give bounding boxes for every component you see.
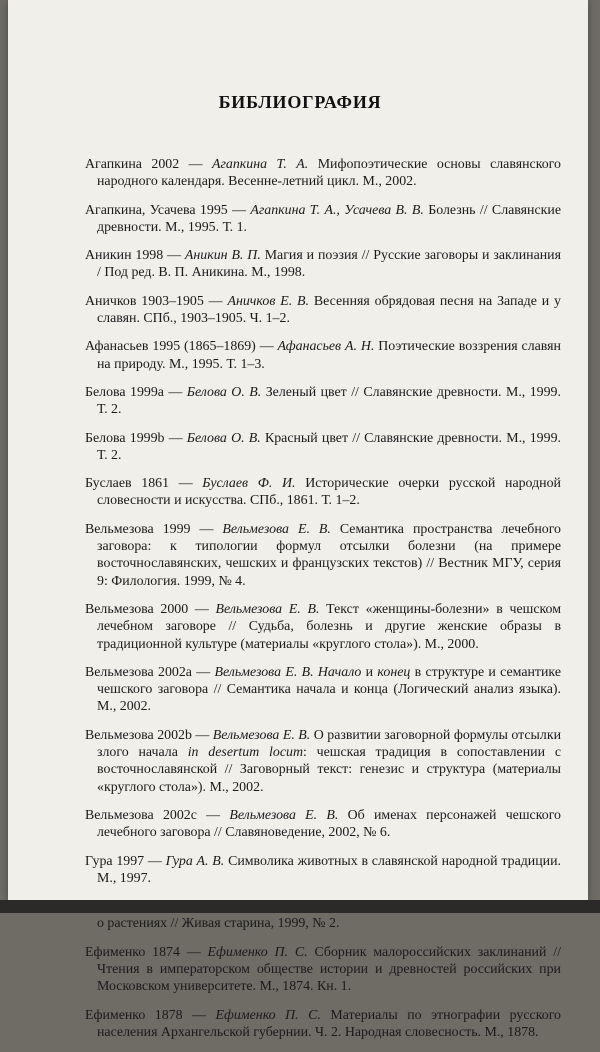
bib-entry: Вельмезова 2000 — Вельмезова Е. В. Текст «женщины-болезни» в чешском лечебном заговоре // Судьба, болезнь и другие женские образы в традиционной культуре (материалы «круглого стола»). М., 2000. (85, 601, 561, 652)
bib-entry: Вельмезова 2002a — Вельмезова Е. В. Начало и конец в структуре и семантике чешского заговора // Семантика начала и конца (Логический анализ языка). М., 2002. (85, 664, 561, 715)
bib-entry: о растениях // Живая старина, 1999, № 2. (97, 916, 340, 932)
bib-entry: Агапкина, Усачева 1995 — Агапкина Т. А., Усачева В. В. Болезнь // Славянские древности. М., 1995. Т. 1. (85, 202, 561, 235)
bib-entry: Белова 1999a — Белова О. В. Зеленый цвет // Славянские древности. М., 1999. Т. 2. (85, 384, 561, 418)
bib-entry: Вельмезова 2002c — Вельмезова Е. В. Об именах персонажей чешского лечебного заговора // Славяноведение, 2002, № 6. (85, 807, 561, 841)
bib-entry: Гура 1997 — Гура А. В. Символика животных в славянской народной традиции. М., 1997. (85, 853, 562, 886)
bib-entry: Аникин 1998 — Аникин В. П. Магия и поэзия // Русские заговоры и заклинания / Под ред. В. П. Аникина. М., 1998. (85, 248, 562, 281)
bib-entry: Вельмезова 1999 — Вельмезова Е. В. Семантика пространства лечебного заговора: к типологии формул отсылки болезни (на примере восточнославянских, чешских и французских текстов) // Вестник МГУ, серия 9: Филология. 1999, № 4. (85, 521, 562, 589)
bib-entry: Афанасьев 1995 (1865–1869) — Афанасьев А. Н. Поэтические воззрения славян на природу. М., 1995. Т. 1–3. (85, 339, 561, 372)
scan-edge (0, 900, 600, 913)
bib-entry: Буслаев 1861 — Буслаев Ф. И. Исторические очерки русской народной словесности и искусства. СПб., 1861. Т. 1–2. (85, 476, 561, 509)
bib-entry: Вельмезова 2002b — Вельмезова Е. В. О развитии заговорной формулы отсылки злого начала in desertum locum: чешская традиция в сопоставлении с восточнославянской // Заговорный текст: генезис и структура (материалы «круглого стола»). М., 2002. (85, 727, 562, 795)
bib-entry: Ефименко 1878 — Ефименко П. С. Материалы по этнографии русского населения Архангельской губернии. Ч. 2. Народная словесность. М., 1878. (85, 1007, 561, 1040)
page-title: БИБЛИОГРАФИЯ (218, 92, 382, 112)
bib-entry: Белова 1999b — Белова О. В. Красный цвет // Славянские древности. М., 1999. Т. 2. (85, 430, 561, 463)
bib-entry: Агапкина 2002 — Агапкина Т. А. Мифопоэтические основы славянского народного календаря. Весенне-летний цикл. М., 2002. (85, 157, 561, 190)
bibliography-list (85, 156, 561, 1052)
bib-entry: Аничков 1903–1905 — Аничков Е. В. Весенняя обрядовая песня на Западе и у славян. СПб., 1903–1905. Ч. 1–2. (85, 293, 561, 327)
bib-entry: Ефименко 1874 — Ефименко П. С. Сборник малороссийских заклинаний // Чтения в императорском обществе истории и древностей российских при Московском университете. М., 1874. Кн. 1. (85, 944, 561, 995)
